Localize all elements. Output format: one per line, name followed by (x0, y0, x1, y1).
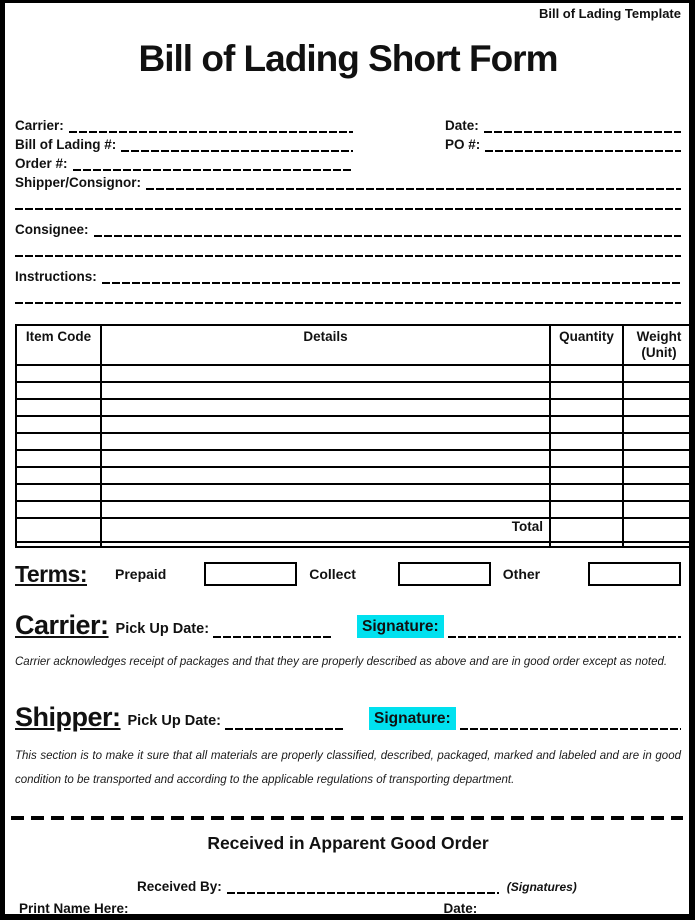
received-by-label: Received By: (137, 879, 222, 894)
item-cell (101, 416, 550, 433)
item-cell (550, 399, 623, 416)
item-cell (623, 433, 695, 450)
item-cell (623, 484, 695, 501)
item-row (16, 416, 695, 433)
consignee-label: Consignee: (15, 222, 89, 237)
instructions-continuation-line (15, 292, 681, 304)
carrier-note: Carrier acknowledges receipt of packages and that they are properly described as above and are in good order except as noted. (15, 656, 668, 668)
carrier-section-title: Carrier: (15, 610, 109, 640)
item-row (16, 399, 695, 416)
items-table-header-row (16, 325, 695, 365)
received-heading: Received in Apparent Good Order (207, 833, 489, 853)
collect-checkbox (398, 562, 491, 586)
terms-option-collect: Collect (309, 566, 356, 582)
item-cell (101, 365, 550, 382)
shipper-pickup-date-blank-line (225, 717, 343, 730)
header-fields (15, 114, 681, 304)
item-row (16, 484, 695, 501)
total-weight-cell (623, 518, 695, 542)
received-date-blank-line (482, 903, 681, 916)
item-cell (101, 399, 550, 416)
item-cell (101, 382, 550, 399)
received-date-label: Date: (443, 901, 478, 916)
carrier-label: Carrier: (15, 118, 64, 133)
instructions-label: Instructions: (15, 269, 97, 284)
instructions-blank-line (102, 271, 681, 284)
item-cell (623, 382, 695, 399)
item-cell (16, 467, 101, 484)
item-cell (16, 382, 101, 399)
po-number-label: PO #: (445, 137, 481, 152)
prepaid-checkbox (204, 562, 297, 586)
item-cell (101, 450, 550, 467)
item-cell (16, 484, 101, 501)
item-cell (101, 433, 550, 450)
total-label-cell: Total (101, 518, 550, 542)
item-cell (623, 365, 695, 382)
item-cell (16, 433, 101, 450)
item-cell (16, 450, 101, 467)
po-number-blank-line (485, 139, 681, 152)
carrier-signature-blank-line (448, 625, 681, 638)
page-title: Bill of Lading Short Form (138, 38, 558, 79)
carrier-blank-line (69, 120, 353, 133)
item-cell (550, 433, 623, 450)
item-cell (623, 416, 695, 433)
item-cell (550, 501, 623, 518)
date-label: Date: (445, 118, 479, 133)
weight-header: Weight (Unit) (623, 325, 695, 365)
order-number-label: Order #: (15, 156, 68, 171)
item-cell (16, 365, 101, 382)
bill-of-lading-number-blank-line (121, 139, 353, 152)
total-row-item-code-cell (16, 518, 101, 542)
consignee-continuation-line (15, 245, 681, 257)
shipper-signature-label: Signature: (369, 707, 456, 730)
item-row (16, 365, 695, 382)
terms-section (15, 558, 681, 590)
shipper-pickup-date-label: Pick Up Date: (127, 713, 221, 729)
terms-option-prepaid: Prepaid (115, 566, 167, 582)
item-row (16, 382, 695, 399)
total-row (16, 518, 695, 542)
carrier-pickup-date-label: Pick Up Date: (115, 621, 210, 637)
shipper-consignor-field (15, 175, 681, 190)
item-cell (16, 416, 101, 433)
item-row (16, 467, 695, 484)
item-code-header: Item Code (16, 325, 101, 365)
consignee-field (15, 222, 681, 237)
item-cell (16, 501, 101, 518)
shipper-consignor-label: Shipper/Consignor: (15, 175, 141, 190)
shipper-section (15, 704, 681, 730)
item-cell (550, 467, 623, 484)
consignee-blank-line (94, 224, 681, 237)
item-cell (101, 501, 550, 518)
item-cell (16, 399, 101, 416)
item-cell (623, 450, 695, 467)
item-cell (101, 484, 550, 501)
print-name-blank-line (134, 903, 434, 916)
terms-label: Terms: (15, 560, 87, 587)
item-row (16, 433, 695, 450)
item-row (16, 450, 695, 467)
order-number-field (15, 156, 353, 171)
item-row (16, 501, 695, 518)
total-quantity-cell (550, 518, 623, 542)
carrier-signature-label: Signature: (357, 615, 444, 638)
shipper-consignor-continuation-line (15, 198, 681, 210)
items-table-body (16, 365, 695, 547)
item-cell (623, 467, 695, 484)
carrier-pickup-date-blank-line (213, 625, 331, 638)
carrier-field (15, 118, 353, 133)
quantity-header: Quantity (550, 325, 623, 365)
item-cell (623, 501, 695, 518)
po-number-field (445, 137, 681, 152)
print-name-row (15, 901, 681, 916)
shipper-section-title: Shipper: (15, 702, 121, 732)
shipper-consignor-blank-line (146, 177, 681, 190)
date-field (445, 118, 681, 133)
details-header: Details (101, 325, 550, 365)
item-cell (550, 382, 623, 399)
table-bottom-thin-row (16, 542, 695, 547)
items-table (15, 324, 695, 548)
document-tag: Bill of Lading Template (538, 6, 681, 21)
received-by-blank-line (227, 881, 499, 894)
item-cell (550, 450, 623, 467)
item-cell (550, 416, 623, 433)
item-cell (550, 484, 623, 501)
item-cell (550, 365, 623, 382)
tear-off-dashed-divider (11, 816, 683, 820)
date-blank-line (484, 120, 681, 133)
signatures-note: (Signatures) (506, 880, 577, 894)
instructions-field (15, 269, 681, 284)
bill-of-lading-number-label: Bill of Lading #: (15, 137, 117, 152)
order-number-blank-line (73, 158, 353, 171)
item-cell (623, 399, 695, 416)
carrier-section (15, 612, 681, 638)
print-name-label: Print Name Here: (19, 901, 129, 916)
terms-option-other: Other (502, 566, 541, 582)
item-cell (101, 467, 550, 484)
received-by-row (15, 879, 681, 894)
other-checkbox (588, 562, 681, 586)
shipper-signature-blank-line (460, 717, 681, 730)
shipper-note: This section is to make it sure that all materials are properly classified, described, packaged, marked and labeled and are in good condition to be transported and according to the applicable regulations of transporting department. (15, 750, 681, 786)
bill-of-lading-number-field (15, 137, 353, 152)
